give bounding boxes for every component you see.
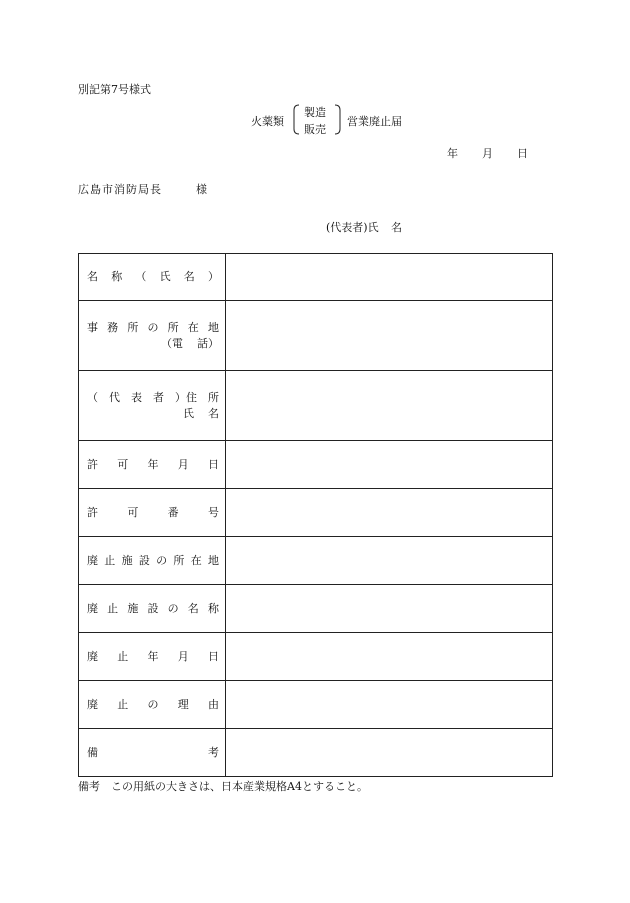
row-label-char: 号 bbox=[207, 505, 219, 519]
row-label-char: の bbox=[167, 601, 179, 615]
row-label-char: 許 bbox=[87, 505, 98, 519]
row-value-field[interactable] bbox=[226, 633, 553, 681]
row-label-char: 廃 bbox=[87, 601, 98, 615]
row-label-char: 月 bbox=[177, 649, 189, 663]
row-label-char: 地 bbox=[207, 320, 219, 334]
row-value-field[interactable] bbox=[226, 489, 553, 537]
row-label-char: 止 bbox=[117, 649, 129, 663]
table-row bbox=[79, 489, 553, 537]
row-label-char: 表 bbox=[131, 390, 142, 404]
row-label-char: 廃 bbox=[87, 649, 98, 663]
row-label bbox=[79, 585, 226, 633]
row-value-field[interactable] bbox=[226, 254, 553, 301]
row-label-char: 施 bbox=[121, 553, 133, 567]
table-row bbox=[79, 537, 553, 585]
document-title bbox=[251, 103, 431, 137]
row-label-char: 施 bbox=[127, 601, 139, 615]
date-day: 日 bbox=[517, 147, 528, 160]
row-label-char: 名 bbox=[183, 270, 195, 283]
row-label-char: 名 bbox=[187, 601, 199, 615]
row-label bbox=[79, 371, 226, 441]
row-label-char: 事 bbox=[87, 320, 98, 334]
row-label bbox=[79, 633, 226, 681]
row-value-field[interactable] bbox=[226, 537, 553, 585]
right-bracket-icon bbox=[334, 104, 342, 135]
row-label-char: 止 bbox=[104, 553, 116, 567]
row-label-char: 可 bbox=[127, 505, 139, 519]
row-label-char: 務 bbox=[107, 320, 119, 334]
row-label-char: 理 bbox=[177, 697, 189, 711]
title-prefix: 火薬類 bbox=[251, 115, 284, 128]
representative-label: (代表者)氏 bbox=[326, 221, 379, 234]
row-label-char: ）住 bbox=[175, 390, 197, 404]
row-label bbox=[79, 441, 226, 489]
row-value-field[interactable] bbox=[226, 371, 553, 441]
row-label-char: 廃 bbox=[87, 697, 98, 711]
row-label-char: の bbox=[147, 697, 159, 711]
table-row bbox=[79, 441, 553, 489]
row-label-char: 止 bbox=[107, 601, 119, 615]
table-row bbox=[79, 633, 553, 681]
row-label-char: 名 bbox=[208, 406, 219, 420]
row-label-char: 設 bbox=[147, 601, 159, 615]
row-label-char: 名 bbox=[87, 270, 98, 283]
row-label-char: 廃 bbox=[87, 553, 98, 567]
title-option-sales: 販売 bbox=[304, 123, 326, 136]
row-label bbox=[79, 254, 226, 301]
row-value-field[interactable] bbox=[226, 585, 553, 633]
row-label-char: 所 bbox=[208, 390, 219, 404]
table-row bbox=[79, 301, 553, 371]
row-label-char: 氏 bbox=[183, 406, 194, 420]
table-row bbox=[79, 681, 553, 729]
row-label bbox=[79, 681, 226, 729]
row-label-char: 所 bbox=[167, 320, 179, 334]
row-label-char: 止 bbox=[117, 697, 129, 711]
addressee: 広島市消防局長 bbox=[78, 183, 162, 196]
date-year: 年 bbox=[447, 147, 458, 160]
row-value-field[interactable] bbox=[226, 441, 553, 489]
row-label bbox=[79, 537, 226, 585]
row-label-char: 氏 bbox=[159, 270, 171, 283]
representative-name-suffix: 名 bbox=[391, 221, 402, 234]
row-label-char: 在 bbox=[190, 553, 202, 567]
row-label-char: 代 bbox=[109, 390, 120, 404]
row-label-char: 日 bbox=[208, 457, 219, 471]
row-label-char: 年 bbox=[147, 457, 159, 471]
footer-note: 備考 この用紙の大きさは、日本産業規格A4とすること。 bbox=[78, 780, 368, 793]
row-value-field[interactable] bbox=[226, 681, 553, 729]
row-label-char: の bbox=[147, 320, 159, 334]
form-table bbox=[78, 253, 553, 777]
row-label bbox=[79, 729, 226, 777]
row-label-char: 在 bbox=[187, 320, 199, 334]
title-option-manufacture: 製造 bbox=[304, 106, 326, 119]
table-row bbox=[79, 729, 553, 777]
row-label-char: 話） bbox=[197, 336, 219, 350]
row-label-char: 月 bbox=[177, 457, 189, 471]
row-label-char: 年 bbox=[147, 649, 159, 663]
row-label-char: 考 bbox=[208, 745, 219, 759]
row-value-field[interactable] bbox=[226, 301, 553, 371]
row-label-char: の bbox=[156, 553, 168, 567]
row-label-char: ） bbox=[207, 270, 219, 283]
row-label-char: 日 bbox=[208, 649, 219, 663]
row-label-char: 所 bbox=[127, 320, 139, 334]
row-label-char: 者 bbox=[153, 390, 164, 404]
row-label-char: （ bbox=[135, 270, 147, 283]
table-row bbox=[79, 585, 553, 633]
addressee-honorific: 様 bbox=[196, 183, 207, 196]
row-label-char: 地 bbox=[207, 553, 219, 567]
row-label bbox=[79, 301, 226, 371]
table-row bbox=[79, 254, 553, 301]
row-label-char: 可 bbox=[117, 457, 129, 471]
table-row bbox=[79, 371, 553, 441]
row-label-char: 備 bbox=[87, 745, 98, 759]
row-label-char: 所 bbox=[173, 553, 185, 567]
row-label-char: 番 bbox=[167, 505, 179, 519]
title-suffix: 営業廃止届 bbox=[347, 115, 402, 128]
row-label-char: 称 bbox=[207, 601, 219, 615]
row-label bbox=[79, 489, 226, 537]
form-number: 別記第7号様式 bbox=[78, 83, 151, 96]
row-label-char: 由 bbox=[208, 697, 219, 711]
row-label-char: （電 bbox=[161, 336, 183, 350]
left-bracket-icon bbox=[292, 104, 300, 135]
row-label-char: 許 bbox=[87, 457, 98, 471]
row-label-char: 称 bbox=[111, 270, 123, 283]
date-month: 月 bbox=[482, 147, 493, 160]
row-value-field[interactable] bbox=[226, 729, 553, 777]
row-label-char: （ bbox=[87, 390, 98, 404]
row-label-char: 設 bbox=[138, 553, 150, 567]
